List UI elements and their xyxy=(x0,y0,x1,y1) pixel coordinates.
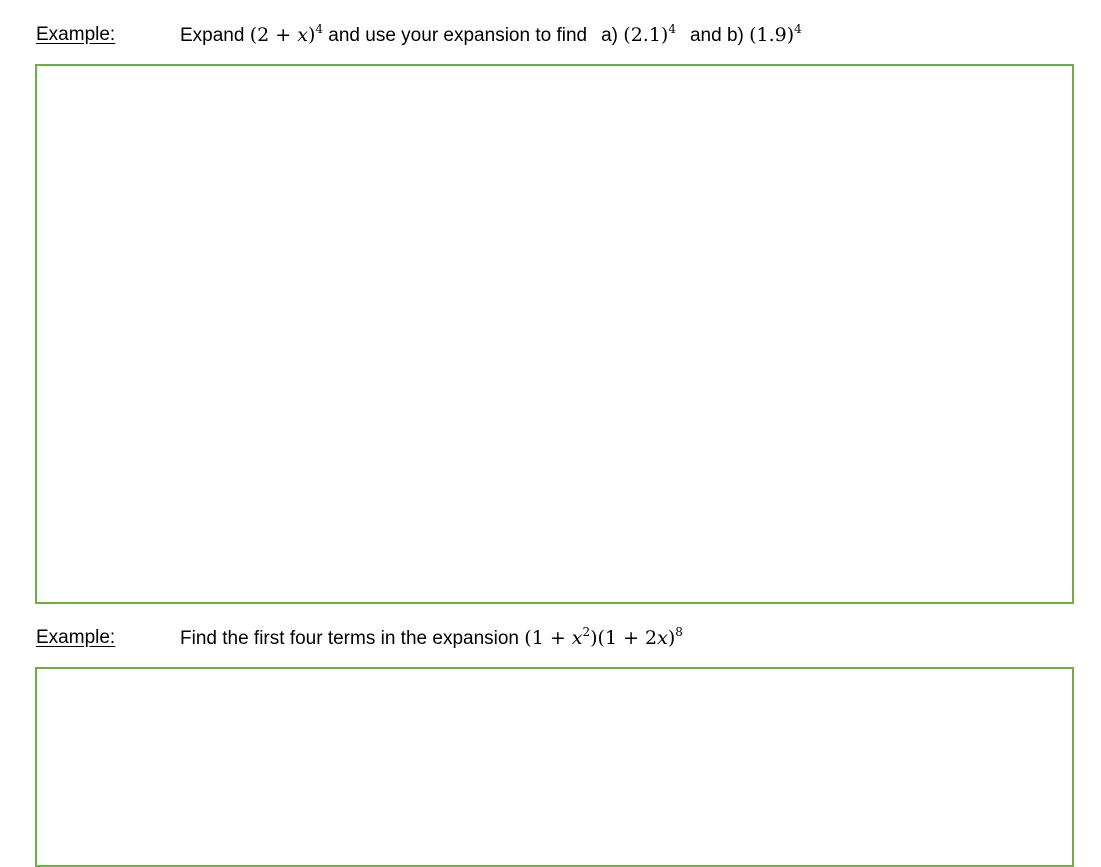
example-2-label: Example: xyxy=(36,627,116,648)
example-1-mid: and use your expansion to find xyxy=(323,25,588,46)
example-1-part-b-label: and b) xyxy=(689,25,750,46)
example-1-expression: $(2 + x)^4$ xyxy=(249,22,324,46)
example-1-part-a-expression: $(2.1)^4$ xyxy=(623,22,676,46)
example-2-question xyxy=(180,623,683,655)
example-2-answer-box[interactable] xyxy=(35,667,1074,867)
example-2-expression: $(1 + x^2)(1 + 2x)^8$ xyxy=(524,625,683,649)
example-1-prefix: Expand xyxy=(180,25,250,46)
example-2-prefix: Find the first four terms in the expansion xyxy=(180,628,525,649)
example-1-answer-box[interactable] xyxy=(35,64,1074,604)
example-1-label: Example: xyxy=(36,24,116,45)
example-1-part-b-expression: $(1.9)^4$ xyxy=(749,22,802,46)
example-1-part-a-label: a) xyxy=(601,25,624,46)
example-1-question xyxy=(180,20,802,52)
